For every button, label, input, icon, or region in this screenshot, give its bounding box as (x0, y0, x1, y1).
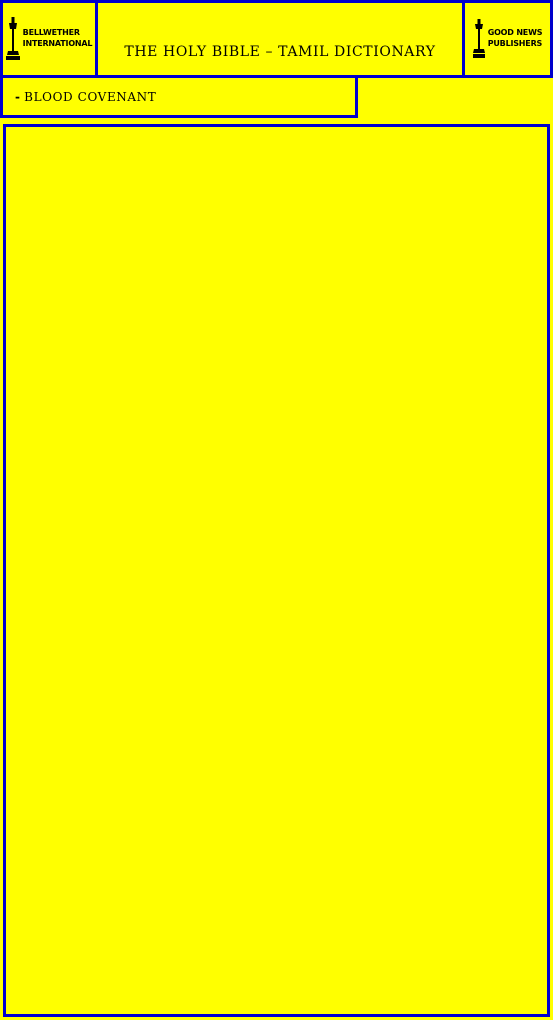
section-title (15, 90, 156, 104)
good-news-logo (462, 3, 550, 75)
bellwether-logo-line1: BELLWETHER (22, 28, 80, 38)
section-title-separator: - (15, 89, 20, 104)
section-title-box (0, 78, 358, 118)
content-body (3, 124, 550, 1017)
title-english: THE HOLY BIBLE – TAMIL DICTIONARY (124, 44, 436, 60)
paragraph (20, 237, 533, 253)
paragraph (20, 301, 533, 317)
lamp-icon (473, 19, 485, 59)
section-title-english: BLOOD COVENANT (24, 89, 157, 104)
page-header (0, 0, 553, 78)
bellwether-logo (3, 3, 98, 75)
paragraph (20, 331, 533, 347)
paragraph (20, 143, 533, 159)
paragraph (20, 207, 533, 223)
subheading (20, 173, 533, 189)
lamp-icon (6, 17, 20, 61)
good-news-logo-line2: PUBLISHERS (487, 39, 543, 48)
title-box (98, 3, 462, 75)
good-news-logo-line1: GOOD NEWS (487, 28, 543, 38)
subheading (20, 267, 533, 283)
bellwether-logo-line2: INTERNATIONAL (22, 39, 93, 48)
